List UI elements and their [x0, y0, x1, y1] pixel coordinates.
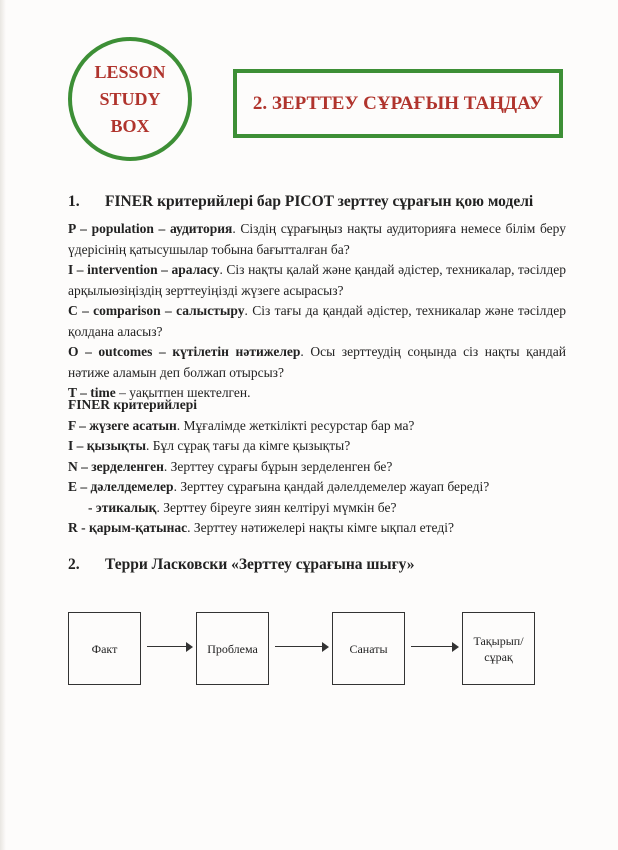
section-2-heading — [68, 556, 415, 574]
finer-text: . Зерттеу сұрағы бұрын зерделенген бе? — [163, 458, 393, 474]
picot-item-c — [68, 301, 566, 342]
finer-item-r — [68, 518, 566, 539]
picot-key: C – comparison – салыстыру — [68, 303, 245, 318]
flow-step-label: Факт — [91, 641, 118, 656]
flow-arrow-1 — [147, 642, 193, 652]
finer-text: . Мұғалімде жеткілікті ресурстар бар ма? — [176, 417, 415, 433]
flow-step-label: Тақырып/ сұрақ — [473, 633, 524, 664]
picot-list — [68, 219, 566, 404]
finer-text: . Зерттеу біреуге зиян келтіруі мүмкін бе? — [156, 499, 397, 515]
finer-item-ethical — [68, 498, 566, 519]
section-1-heading — [68, 193, 533, 211]
picot-item-p — [68, 219, 566, 260]
finer-key: - этикалық — [88, 499, 157, 515]
page-title-box — [233, 69, 563, 138]
page-title: 2. ЗЕРТТЕУ СҰРАҒЫН ТАҢДАУ — [252, 92, 544, 114]
picot-text: . Сіз тағы да қандай әдістер, техникалар және тәсілдер қолдана аласыз? — [68, 303, 567, 339]
finer-key: E – дәлелдемелер — [68, 479, 174, 494]
finer-key: I – қызықты — [68, 438, 146, 453]
flow-arrow-3 — [411, 642, 459, 652]
finer-item-f — [68, 416, 566, 437]
section-1-number: 1. — [68, 193, 80, 210]
finer-key: R - қарым-қатынас — [68, 520, 188, 535]
finer-heading: FINER критерийлері — [68, 397, 197, 412]
finer-item-i — [68, 436, 566, 457]
finer-text: . Зерттеу сұрағына қандай дәлелдемелер жауап береді? — [173, 479, 490, 494]
section-2-title: Терри Ласковски «Зерттеу сұрағына шығу» — [105, 556, 415, 573]
logo-line-3: BOX — [110, 115, 150, 136]
picot-text: . Осы зерттеудің соңында сіз нақты қандай нәтиже аламын деп болжап отырсыз? — [68, 344, 566, 380]
flow-step-category — [332, 612, 405, 685]
finer-item-n — [68, 457, 566, 478]
scan-edge-shadow — [0, 0, 6, 850]
lesson-study-box-logo — [68, 37, 192, 161]
logo-line-2: STUDY — [99, 88, 161, 109]
logo-line-1: LESSON — [94, 61, 166, 82]
picot-key: P – population – аудитория — [68, 221, 233, 236]
finer-key: F – жүзеге асатын — [68, 417, 177, 433]
picot-key: T – time — [68, 385, 116, 400]
flow-arrow-2 — [275, 642, 329, 652]
picot-item-o — [68, 342, 566, 383]
flow-step-topic-question — [462, 612, 535, 685]
finer-text: . Бұл сұрақ тағы да кімге қызықты? — [146, 438, 351, 453]
flow-step-label: Санаты — [349, 641, 388, 656]
section-1-title: FINER критерийлері бар PICOT зерттеу сұрағын қою моделі — [105, 193, 534, 210]
section-2-number: 2. — [68, 556, 80, 573]
picot-key: O – outcomes – күтілетін нәтижелер — [68, 344, 301, 359]
picot-text: . Сіз нақты қалай және қандай әдістер, техникалар, тәсілдер арқылыөзіңіздің зерттеуіңізді жүзеге асырасыз? — [68, 262, 567, 298]
finer-item-e — [68, 477, 566, 498]
picot-key: I – intervention – араласу — [68, 262, 220, 277]
finer-key: N – зерделенген — [68, 458, 164, 474]
flow-step-problem — [196, 612, 269, 685]
flow-step-fact — [68, 612, 141, 685]
picot-text: . Сіздің сұрағыңыз нақты аудиторияға немесе білім беру үдерісінің қатысушылар тобына бағытталған ба? — [68, 221, 566, 257]
picot-text: – уақытпен шектелген. — [115, 385, 251, 400]
flow-step-label: Проблема — [207, 641, 258, 656]
finer-text: . Зерттеу нәтижелері нақты кімге ықпал етеді? — [187, 520, 454, 535]
picot-item-i — [68, 260, 566, 301]
finer-list — [68, 395, 566, 539]
